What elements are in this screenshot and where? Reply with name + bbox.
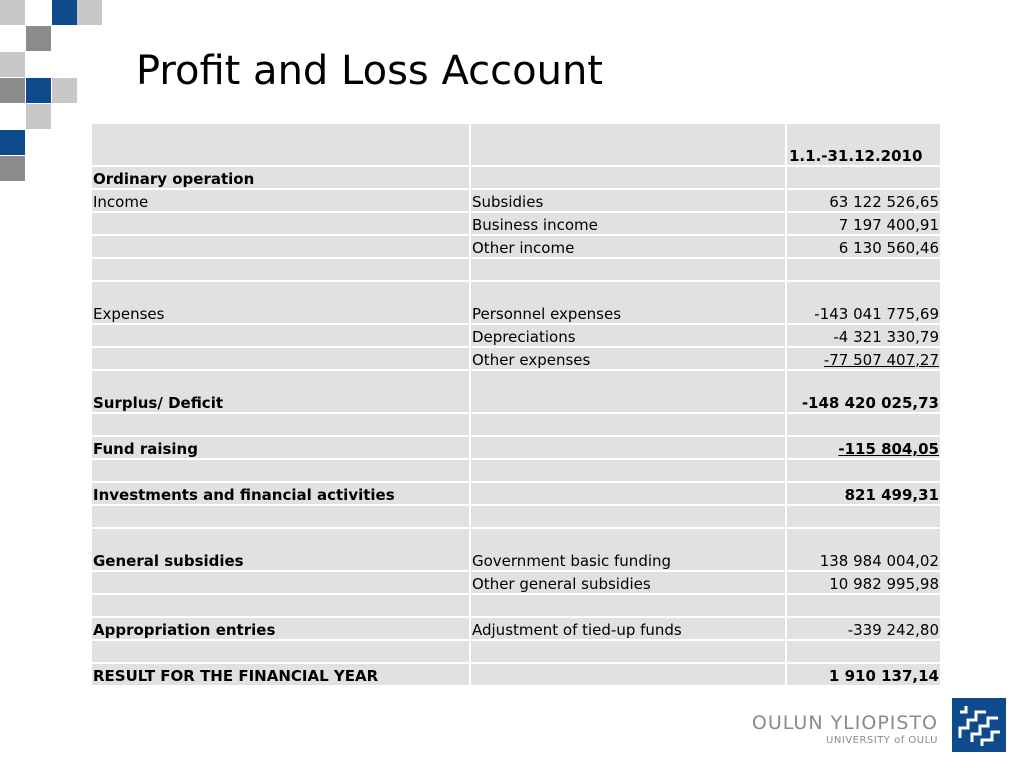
decor-square bbox=[0, 78, 25, 103]
university-emblem-icon bbox=[952, 698, 1006, 752]
table-cell bbox=[471, 124, 787, 167]
table-cell-label: Ordinary operation bbox=[92, 167, 471, 190]
table-cell-item: Depreciations bbox=[471, 325, 787, 348]
table-row bbox=[92, 371, 940, 414]
table-cell-item bbox=[471, 483, 787, 506]
table-cell-amount: 821 499,31 bbox=[787, 483, 940, 506]
table-cell-item: Other general subsidies bbox=[471, 572, 787, 595]
decor-square bbox=[0, 0, 25, 25]
university-logo-text bbox=[752, 712, 938, 748]
table-cell-label bbox=[92, 460, 471, 483]
table-cell-amount: -148 420 025,73 bbox=[787, 371, 940, 414]
table-cell-item: Other expenses bbox=[471, 348, 787, 371]
table-row bbox=[92, 529, 940, 572]
table-cell-label bbox=[92, 572, 471, 595]
profit-loss-table bbox=[92, 124, 940, 687]
table-cell-label: Expenses bbox=[92, 282, 471, 325]
decor-square bbox=[52, 78, 77, 103]
table-cell-label bbox=[92, 325, 471, 348]
table-cell-label bbox=[92, 595, 471, 618]
table-row bbox=[92, 506, 940, 529]
table-cell-item bbox=[471, 259, 787, 282]
table-cell-amount: 138 984 004,02 bbox=[787, 529, 940, 572]
table-cell-item: Personnel expenses bbox=[471, 282, 787, 325]
table-cell-item: Subsidies bbox=[471, 190, 787, 213]
table-cell-item: Adjustment of tied-up funds bbox=[471, 618, 787, 641]
table-cell-amount: 10 982 995,98 bbox=[787, 572, 940, 595]
table-row bbox=[92, 325, 940, 348]
table-row bbox=[92, 414, 940, 437]
table-cell-item bbox=[471, 506, 787, 529]
table-cell-label bbox=[92, 236, 471, 259]
table-cell-amount: 7 197 400,91 bbox=[787, 213, 940, 236]
table-cell-amount: -339 242,80 bbox=[787, 618, 940, 641]
table-cell-amount bbox=[787, 506, 940, 529]
table-row bbox=[92, 167, 940, 190]
table-cell-item bbox=[471, 595, 787, 618]
table-cell-amount: 1 910 137,14 bbox=[787, 664, 940, 687]
decor-square bbox=[26, 78, 51, 103]
table-cell-amount: -77 507 407,27 bbox=[787, 348, 940, 371]
table-row bbox=[92, 282, 940, 325]
decor-square bbox=[0, 156, 25, 181]
table-cell-item bbox=[471, 414, 787, 437]
table-cell-label bbox=[92, 213, 471, 236]
table-cell-item: Government basic funding bbox=[471, 529, 787, 572]
table-cell bbox=[92, 124, 471, 167]
table-cell-item bbox=[471, 664, 787, 687]
table-cell-item: Other income bbox=[471, 236, 787, 259]
table-row bbox=[92, 460, 940, 483]
table-cell-item bbox=[471, 437, 787, 460]
slide-title: Profit and Loss Account bbox=[136, 48, 603, 94]
table-header-row bbox=[92, 124, 940, 167]
table-cell-amount: 6 130 560,46 bbox=[787, 236, 940, 259]
table-cell-item bbox=[471, 371, 787, 414]
table-cell-item bbox=[471, 641, 787, 664]
table-cell-label bbox=[92, 348, 471, 371]
table-cell-label bbox=[92, 259, 471, 282]
table-cell-label: Fund raising bbox=[92, 437, 471, 460]
table-cell-label bbox=[92, 414, 471, 437]
decor-square bbox=[52, 0, 77, 25]
table-row bbox=[92, 664, 940, 687]
decor-square bbox=[26, 26, 51, 51]
logo-sub-text: UNIVERSITY of OULU bbox=[826, 735, 938, 746]
table-row bbox=[92, 213, 940, 236]
table-cell-amount bbox=[787, 414, 940, 437]
table-row bbox=[92, 190, 940, 213]
table-cell-amount: -4 321 330,79 bbox=[787, 325, 940, 348]
table-cell-label bbox=[92, 506, 471, 529]
table-cell-amount: -115 804,05 bbox=[787, 437, 940, 460]
decor-square bbox=[0, 130, 25, 155]
logo-main-text: OULUN YLIOPISTO bbox=[751, 712, 938, 734]
table-cell-label: General subsidies bbox=[92, 529, 471, 572]
table-cell-label: RESULT FOR THE FINANCIAL YEAR bbox=[92, 664, 471, 687]
table-cell-amount bbox=[787, 259, 940, 282]
table-cell-amount bbox=[787, 167, 940, 190]
table-row bbox=[92, 618, 940, 641]
table-cell-item bbox=[471, 167, 787, 190]
period-header: 1.1.-31.12.2010 bbox=[787, 124, 940, 167]
table-cell-item bbox=[471, 460, 787, 483]
table-row bbox=[92, 572, 940, 595]
decor-square bbox=[77, 0, 102, 25]
table-cell-label bbox=[92, 641, 471, 664]
table-cell-amount bbox=[787, 460, 940, 483]
table-row bbox=[92, 437, 940, 460]
table-cell-label: Investments and financial activities bbox=[92, 483, 471, 506]
table-cell-label: Income bbox=[92, 190, 471, 213]
table-cell-label: Appropriation entries bbox=[92, 618, 471, 641]
table-cell-item: Business income bbox=[471, 213, 787, 236]
decor-square bbox=[0, 52, 25, 77]
decor-square bbox=[26, 104, 51, 129]
table-row bbox=[92, 236, 940, 259]
table-row bbox=[92, 259, 940, 282]
table-cell-amount: 63 122 526,65 bbox=[787, 190, 940, 213]
table-cell-label: Surplus/ Deficit bbox=[92, 371, 471, 414]
table-row bbox=[92, 348, 940, 371]
table-row bbox=[92, 641, 940, 664]
table-row bbox=[92, 595, 940, 618]
table-row bbox=[92, 483, 940, 506]
table-cell-amount bbox=[787, 641, 940, 664]
table-cell-amount bbox=[787, 595, 940, 618]
table-cell-amount: -143 041 775,69 bbox=[787, 282, 940, 325]
